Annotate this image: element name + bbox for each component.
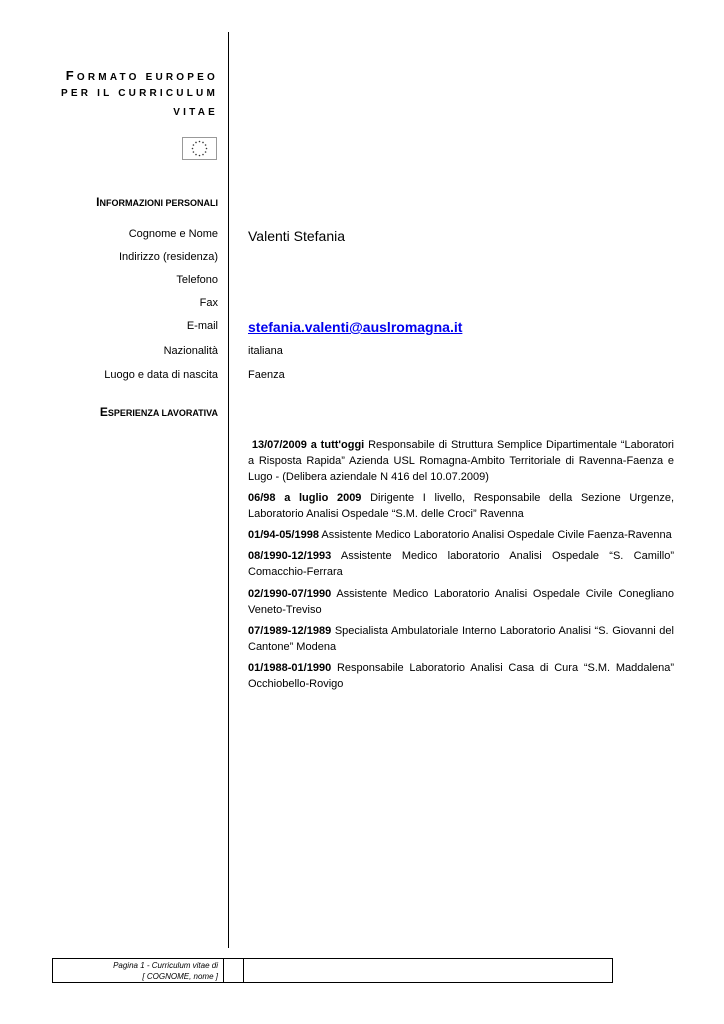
- flag-star: [192, 148, 194, 150]
- flag-star: [202, 142, 204, 144]
- flag-star: [199, 155, 201, 157]
- job-date: 07/1989-12/1989: [248, 625, 332, 637]
- label-birthplace: Luogo e data di nascita: [104, 369, 218, 381]
- column-divider: [228, 32, 229, 948]
- flag-star: [205, 144, 207, 146]
- footer-divider: [243, 959, 244, 982]
- job-entry: [248, 490, 674, 522]
- job-entry: [248, 660, 674, 692]
- value-birthplace: Faenza: [248, 369, 285, 381]
- cv-title-line-2: PER IL CURRICULUM: [61, 88, 218, 99]
- value-name: Valenti Stefania: [248, 228, 346, 244]
- job-description: Specialista Ambulatoriale Interno Laboratorio Analisi “S. Giovanni del Cantone” Modena: [248, 625, 674, 653]
- job-date: 06/98 a luglio 2009: [248, 492, 362, 504]
- job-description: Assistente Medico Laboratorio Analisi Ospedale Civile Faenza-Ravenna: [321, 529, 672, 541]
- flag-star: [206, 148, 208, 150]
- job-description: Responsabile Laboratorio Analisi Casa di Cura “S.M. Maddalena” Occhiobello-Rovigo: [248, 662, 674, 690]
- label-address: Indirizzo (residenza): [118, 251, 218, 263]
- label-fax: Fax: [199, 297, 218, 309]
- label-phone: Telefono: [176, 274, 218, 286]
- section-personal-info: INFORMAZIONI PERSONALI: [96, 195, 218, 209]
- job-description: Assistente Medico Laboratorio Analisi Ospedale Civile Conegliano Veneto-Treviso: [248, 588, 674, 616]
- job-entry: [248, 623, 674, 655]
- flag-star: [202, 154, 204, 156]
- cv-title-line-3: VITAE: [173, 107, 218, 118]
- flag-star: [193, 144, 195, 146]
- cv-title-line-1: FORMATO EUROPEO: [65, 68, 218, 83]
- section-work-experience: ESPERIENZA LAVORATIVA: [99, 405, 218, 419]
- label-name: Cognome e Nome: [128, 228, 218, 240]
- eu-flag-icon: [182, 137, 217, 160]
- footer-divider: [223, 959, 224, 982]
- job-entry: [248, 548, 674, 580]
- flag-star: [205, 151, 207, 153]
- job-date: 13/07/2009 a tutt'oggi: [251, 439, 365, 451]
- job-description: Responsabile di Struttura Semplice Dipartimentale “Laboratori a Risposta Rapida” Azienda USL Romagna-Ambito Territoriale di Ravenna-Faenza e Lugo - (Delibera aziendale N 416 del 10.07.2009): [248, 439, 675, 483]
- job-date: 01/94-05/1998: [248, 529, 319, 541]
- job-date: 02/1990-07/1990: [248, 588, 332, 600]
- page-footer: [52, 958, 613, 983]
- email-link[interactable]: stefania.valenti@auslromagna.it: [248, 319, 463, 335]
- flag-star: [195, 154, 197, 156]
- job-description: Dirigente I livello, Responsabile della Sezione Urgenze, Laboratorio Analisi Ospedale “S.M. delle Croci” Ravenna: [248, 492, 675, 520]
- job-description: Assistente Medico laboratorio Analisi Ospedale “S. Camillo” Comacchio-Ferrara: [248, 550, 674, 578]
- job-date: 01/1988-01/1990: [248, 662, 332, 674]
- label-nationality: Nazionalità: [163, 345, 218, 357]
- value-nationality: italiana: [248, 345, 283, 357]
- flag-star: [199, 141, 201, 143]
- label-email: E-mail: [186, 320, 218, 332]
- job-entry: [248, 437, 674, 485]
- footer-text: Pagina 1 - Curriculum vitae di [ COGNOME, nome ]: [113, 961, 218, 981]
- job-entry: [248, 586, 674, 618]
- flag-star: [195, 142, 197, 144]
- flag-star: [193, 151, 195, 153]
- job-date: 08/1990-12/1993: [248, 550, 332, 562]
- job-entry: [248, 527, 674, 543]
